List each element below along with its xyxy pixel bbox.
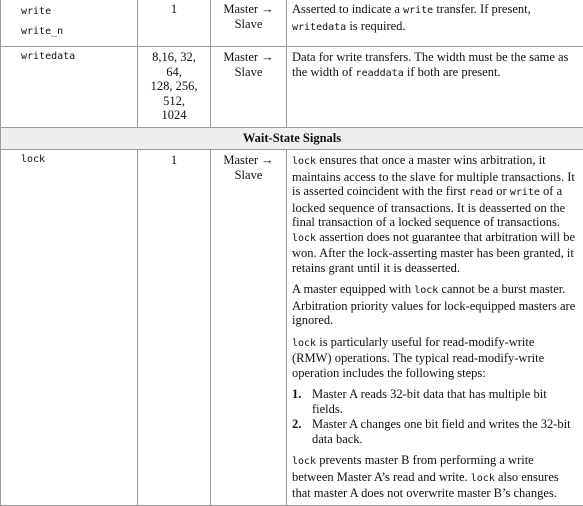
description-paragraph (292, 50, 577, 81)
list-text: Master A changes one bit field and writes the 32-bit data back. (312, 417, 571, 446)
code-term: lock (292, 156, 316, 167)
signal-name: write_n (21, 22, 131, 42)
code-term: lock (292, 456, 316, 467)
code-term: lock (292, 338, 316, 349)
signal-name-cell (1, 47, 138, 128)
code-term: write (403, 5, 433, 16)
signal-description (287, 0, 583, 47)
signal-name: writedata (21, 47, 131, 67)
text-run: ensures that once a master wins arbitration, it maintains access to the slave for multiple transactions. It is asserted coincident with the first (292, 153, 575, 198)
steps-list (292, 387, 577, 446)
section-header-row (1, 127, 583, 150)
signal-width: 1 (138, 150, 211, 506)
code-term: lock (471, 473, 495, 484)
code-term: read (469, 187, 493, 198)
width-line: 8,16, 32, 64, (144, 50, 204, 79)
signal-description (287, 150, 583, 506)
signal-description (287, 47, 583, 128)
text-run: is required. (346, 19, 405, 33)
width-line: 128, 256, 512, (144, 79, 204, 108)
description-paragraph (292, 335, 577, 381)
text-run: Data for write transfers. The width must be the same as the width of (292, 50, 568, 79)
code-term: lock (414, 285, 438, 296)
text-run: also ensures that master A does not overwrite master B’s changes. (292, 470, 559, 501)
list-number: 2. (292, 417, 301, 432)
width-line: 1024 (144, 108, 204, 123)
description-paragraph (292, 153, 577, 275)
signal-direction: Master → Slave (211, 0, 287, 47)
text-run: is particularly useful for read-modify-write (RMW) operations. The typical read-modify-write operation includes the following steps: (292, 335, 544, 380)
signal-width: 1 (138, 0, 211, 47)
code-term: lock (292, 233, 316, 244)
text-run: prevents master B from performing a write between Master A’s read and write. (292, 453, 534, 484)
list-item (292, 417, 577, 446)
section-title: Wait-State Signals (1, 127, 583, 150)
code-term: readdata (356, 68, 404, 79)
description-paragraph (292, 2, 577, 35)
list-number: 1. (292, 387, 301, 402)
signal-name-cell (1, 0, 138, 47)
table-row (1, 150, 583, 506)
signal-direction: Master → Slave (211, 47, 287, 128)
description-paragraph (292, 453, 577, 501)
text-run: transfer. If present, (433, 2, 531, 16)
list-item (292, 387, 577, 416)
signal-direction: Master → Slave (211, 150, 287, 506)
description-paragraph (292, 282, 577, 328)
text-run: if both are present. (404, 65, 501, 79)
signal-width (138, 47, 211, 128)
text-run: Asserted to indicate a (292, 2, 403, 16)
signal-name: write (21, 2, 131, 22)
text-run: cannot be a burst master. Arbitration priority values for lock-equipped masters are ignored. (292, 282, 575, 327)
list-text: Master A reads 32-bit data that has multiple bit fields. (312, 387, 547, 416)
signal-name: lock (1, 150, 138, 506)
code-term: write (510, 187, 540, 198)
table-row (1, 0, 583, 47)
text-run: or (493, 184, 510, 198)
text-run: of a locked sequence of transactions. It is deasserted on the final transaction of a locked sequence of transactions. (292, 184, 565, 229)
text-run: A master equipped with (292, 282, 414, 296)
text-run: assertion does not guarantee that arbitration will be won. After the lock-asserting master has been granted, it retains grant until it is deasserted. (292, 230, 575, 275)
code-term: writedata (292, 22, 346, 33)
table-row (1, 47, 583, 128)
